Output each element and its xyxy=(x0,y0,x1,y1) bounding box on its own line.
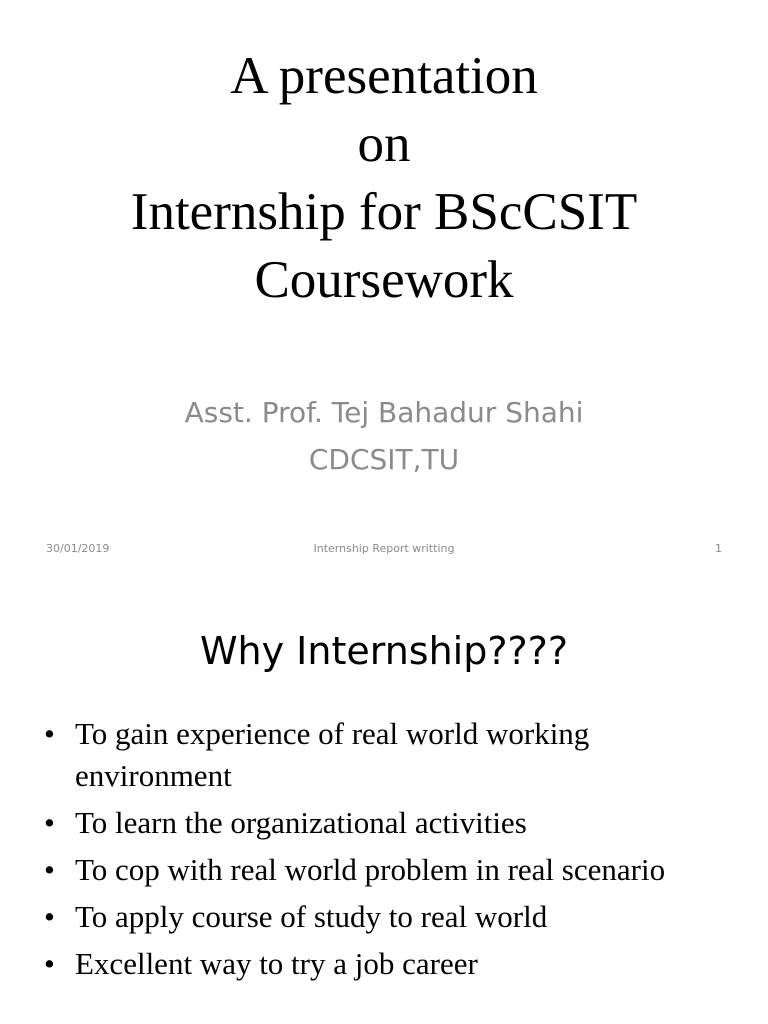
title-line: on xyxy=(357,115,411,173)
bullet-dot-icon: • xyxy=(44,716,55,751)
bullet-text: To apply course of study to real world xyxy=(75,899,548,934)
bullet-list xyxy=(44,713,734,990)
bullet-dot-icon: • xyxy=(44,805,55,840)
bullet-dot-icon: • xyxy=(44,899,55,934)
bullet-item xyxy=(44,802,734,844)
slide-2-title: Why Internship???? xyxy=(199,629,569,673)
title-line: Coursework xyxy=(254,251,514,309)
footer-center-text: Internship Report writting xyxy=(313,542,455,555)
bullet-item xyxy=(44,896,734,938)
bullet-text: To cop with real world problem in real scenario xyxy=(75,852,666,887)
bullet-text: Excellent way to try a job career xyxy=(75,946,478,981)
bullet-text: To learn the organizational activities xyxy=(75,805,527,840)
bullet-dot-icon: • xyxy=(44,852,55,887)
slide-2 xyxy=(0,576,768,1024)
bullet-dot-icon: • xyxy=(44,946,55,981)
footer-page-number: 1 xyxy=(715,542,722,555)
author-name: Asst. Prof. Tej Bahadur Shahi xyxy=(184,396,584,429)
bullet-item xyxy=(44,943,734,985)
bullet-text: To gain experience of real world working environment xyxy=(75,716,590,793)
slide-1-subtitle xyxy=(0,389,768,483)
slide-1-title xyxy=(0,42,768,314)
title-line: A presentation xyxy=(230,47,538,105)
footer-date: 30/01/2019 xyxy=(46,542,110,555)
bullet-item xyxy=(44,849,734,891)
title-line: Internship for BScCSIT xyxy=(130,183,638,241)
bullet-item xyxy=(44,713,734,797)
author-affiliation: CDCSIT,TU xyxy=(308,443,460,476)
